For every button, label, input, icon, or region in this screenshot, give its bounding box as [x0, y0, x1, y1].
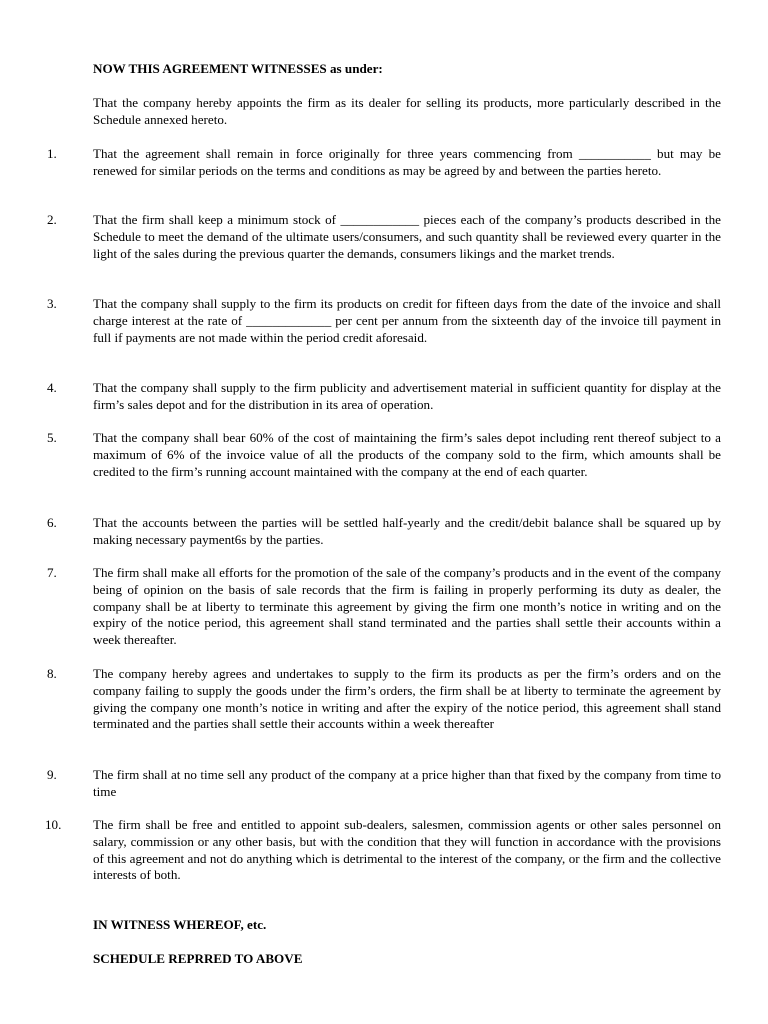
heading-agreement-witnesses: NOW THIS AGREEMENT WITNESSES as under: [93, 61, 383, 76]
clause-text: The company hereby agrees and undertakes to supply to the firm its products as per the firm’s orders and on the company failing to supply the goods under the firm’s orders, the firm shall be at liberty to terminate the agreement by giving the company one month’s notice in writing and after the expiry of the notice period, this agreement shall stand terminated and the parties shall settle their accounts within a week thereafter [93, 666, 721, 732]
clause-text: The firm shall at no time sell any product of the company at a price higher than that fixed by the company from time to time [93, 767, 721, 799]
clause-text: That the agreement shall remain in force originally for three years commencing from ___________ but may be renewed for similar periods on the terms and conditions as may be agreed by and between the parties hereto. [93, 146, 721, 178]
clause-number: 9. [47, 767, 57, 782]
clause-number: 3. [47, 296, 57, 311]
clause-text: That the accounts between the parties will be settled half-yearly and the credit/debit balance shall be squared up by making necessary payment6s by the parties. [93, 515, 721, 547]
clause-number: 5. [47, 430, 57, 445]
heading-schedule: SCHEDULE REPRRED TO ABOVE [93, 951, 303, 966]
heading-in-witness: IN WITNESS WHEREOF, etc. [93, 917, 267, 932]
clause-text: The firm shall be free and entitled to appoint sub-dealers, salesmen, commission agents or other sales personnel on salary, commission or any other basis, but with the condition that they will function in accordance with the provisions of this agreement and not do anything which is detrimental to the interest of the company, or the firm and the collective interests of both. [93, 817, 721, 883]
clause-number: 4. [47, 380, 57, 395]
clause-number: 6. [47, 515, 57, 530]
clause-text: The firm shall make all efforts for the promotion of the sale of the company’s products and in the event of the company being of opinion on the basis of sale records that the firm is failing in properly performing its duty as dealer, the company shall be at liberty to terminate this agreement by giving the firm one month’s notice in writing and on the expiry of the notice period, this agreement shall stand terminated and the parties shall settle their accounts within a week thereafter. [93, 565, 721, 648]
clause-number: 2. [47, 212, 57, 227]
clause-number: 1. [47, 146, 57, 161]
clause-number: 7. [47, 565, 57, 580]
clause-number: 10. [45, 817, 62, 832]
clause-text: That the firm shall keep a minimum stock of ____________ pieces each of the company’s products described in the Schedule to meet the demand of the ultimate users/consumers, and such quantity shall be reviewed every quarter in the light of the sales during the previous quarter the demands, consumers likings and the market trends. [93, 212, 721, 261]
clause-text: That the company shall supply to the firm its products on credit for fifteen days from the date of the invoice and shall charge interest at the rate of _____________ per cent per annum from the sixteenth day of the invoice till payment in full if payments are not made within the period credit aforesaid. [93, 296, 721, 345]
clause-text: That the company shall supply to the firm publicity and advertisement material in sufficient quantity for display at the firm’s sales depot and for the distribution in its area of operation. [93, 380, 721, 412]
clause-text: That the company shall bear 60% of the cost of maintaining the firm’s sales depot including rent thereof subject to a maximum of 6% of the invoice value of all the products of the company sold to the firm, which amounts shall be credited to the firm’s running account maintained with the company at the end of each quarter. [93, 430, 721, 479]
clause-number: 8. [47, 666, 57, 681]
intro-paragraph: That the company hereby appoints the firm as its dealer for selling its products, more particularly described in the Schedule annexed hereto. [93, 95, 721, 127]
